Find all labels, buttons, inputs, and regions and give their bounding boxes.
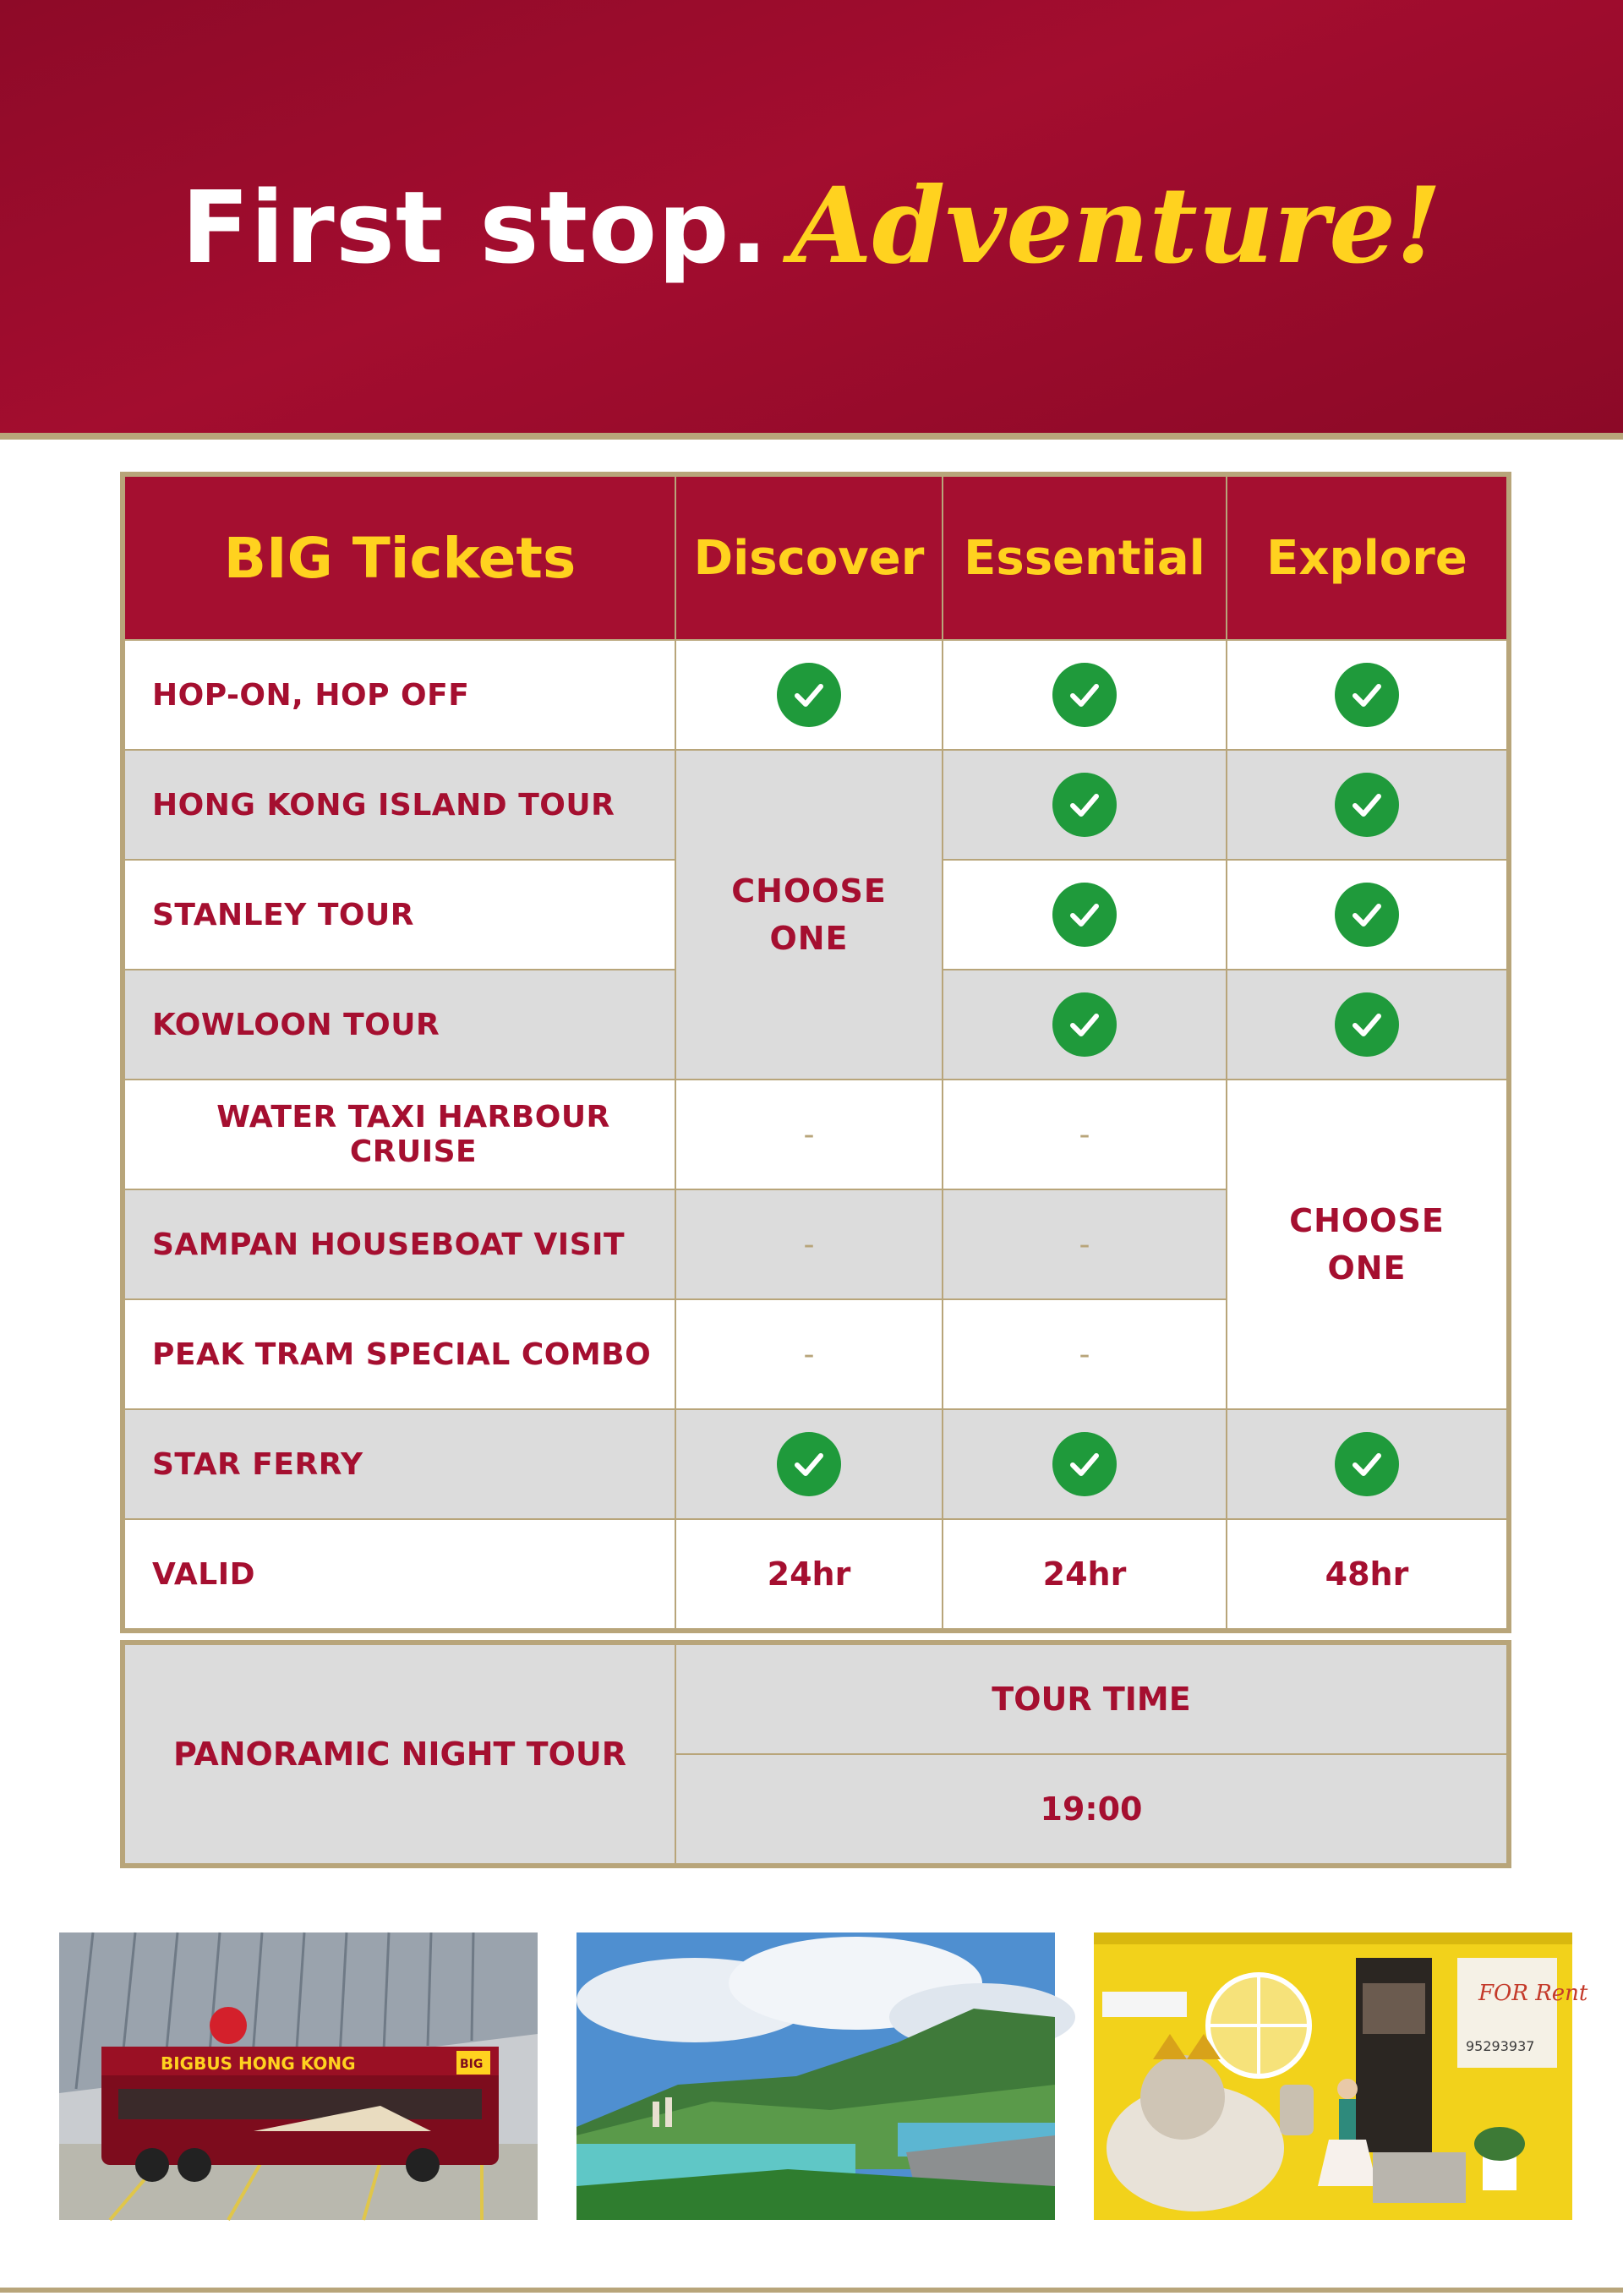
explore-stanley-cell <box>1227 861 1506 969</box>
check-circle-icon <box>1052 1432 1117 1496</box>
tour-time-value: 19:00 <box>676 1755 1506 1863</box>
discover-star-ferry-cell <box>676 1410 942 1518</box>
check-circle-icon <box>1335 1432 1399 1496</box>
essential-water-taxi-dash: - <box>943 1080 1226 1189</box>
choose-one-line2: ONE <box>769 920 849 957</box>
discover-peak-tram-dash: - <box>676 1300 942 1408</box>
essential-valid: 24hr <box>943 1520 1226 1628</box>
essential-hop-on-cell <box>943 641 1226 749</box>
row-label-kowloon: KOWLOON TOUR <box>125 970 675 1079</box>
explore-valid: 48hr <box>1227 1520 1506 1628</box>
check-circle-icon <box>777 663 841 727</box>
check-circle-icon <box>1052 992 1117 1057</box>
header-discover: Discover <box>676 477 942 639</box>
photo-mural <box>1094 1932 1588 2220</box>
mural-illustration <box>1094 1932 1588 2220</box>
choose-one-line1: CHOOSE <box>731 872 887 910</box>
explore-star-ferry-cell <box>1227 1410 1506 1518</box>
check-circle-icon <box>777 1432 841 1496</box>
bus-badge-text: BIG <box>460 2058 484 2071</box>
row-label-star-ferry: STAR FERRY <box>125 1410 675 1518</box>
header-banner <box>0 0 1623 440</box>
discover-sampan-dash: - <box>676 1190 942 1298</box>
check-circle-icon <box>1335 663 1399 727</box>
header-big-tickets: BIG Tickets <box>125 477 675 639</box>
for-rent-text: FOR Rent <box>1478 1981 1588 2006</box>
row-label-stanley: STANLEY TOUR <box>125 861 675 969</box>
tour-time-label: TOUR TIME <box>676 1645 1506 1753</box>
row-label-water-taxi: WATER TAXI HARBOUR CRUISE <box>125 1080 675 1189</box>
headline-script: Adventure! <box>790 165 1442 287</box>
discover-water-taxi-dash: - <box>676 1080 942 1189</box>
photo-bus <box>59 1932 538 2220</box>
check-circle-icon <box>1335 883 1399 947</box>
discover-hop-on-cell <box>676 641 942 749</box>
essential-star-ferry-cell <box>943 1410 1226 1518</box>
phone-text: 95293937 <box>1466 2038 1535 2054</box>
check-circle-icon <box>1052 773 1117 837</box>
essential-peak-tram-dash: - <box>943 1300 1226 1408</box>
essential-sampan-dash: - <box>943 1190 1226 1298</box>
essential-hk-island-cell <box>943 751 1226 859</box>
bus-illustration <box>59 1932 538 2220</box>
explore-hk-island-cell <box>1227 751 1506 859</box>
choose-one-line1: CHOOSE <box>1289 1202 1445 1239</box>
row-label-hop-on: HOP-ON, HOP OFF <box>125 641 675 749</box>
night-tour-table <box>120 1640 1511 1868</box>
row-label-sampan: SAMPAN HOUSEBOAT VISIT <box>125 1190 675 1298</box>
photo-strip <box>0 1932 1623 2220</box>
headline <box>0 165 1623 287</box>
discover-choose-one <box>676 751 942 1079</box>
essential-kowloon-cell <box>943 970 1226 1079</box>
check-circle-icon <box>1052 663 1117 727</box>
essential-stanley-cell <box>943 861 1226 969</box>
explore-choose-one <box>1227 1080 1506 1408</box>
explore-hop-on-cell <box>1227 641 1506 749</box>
headline-plain: First stop. <box>181 169 769 286</box>
check-circle-icon <box>1052 883 1117 947</box>
explore-kowloon-cell <box>1227 970 1506 1079</box>
header-essential: Essential <box>943 477 1226 639</box>
photo-landscape <box>577 1932 1055 2220</box>
header-explore: Explore <box>1227 477 1506 639</box>
landscape-illustration <box>577 1932 1055 2220</box>
ticket-comparison-table <box>120 472 1511 1633</box>
row-label-peak-tram: PEAK TRAM SPECIAL COMBO <box>125 1300 675 1408</box>
bus-logo-text: BIGBUS HONG KONG <box>161 2053 356 2074</box>
row-label-hk-island: HONG KONG ISLAND TOUR <box>125 751 675 859</box>
discover-valid: 24hr <box>676 1520 942 1628</box>
check-circle-icon <box>1335 773 1399 837</box>
night-tour-title: PANORAMIC NIGHT TOUR <box>125 1645 675 1863</box>
check-circle-icon <box>1335 992 1399 1057</box>
row-label-valid: VALID <box>125 1520 675 1628</box>
bottom-rule <box>0 2288 1623 2293</box>
choose-one-line2: ONE <box>1327 1249 1407 1287</box>
